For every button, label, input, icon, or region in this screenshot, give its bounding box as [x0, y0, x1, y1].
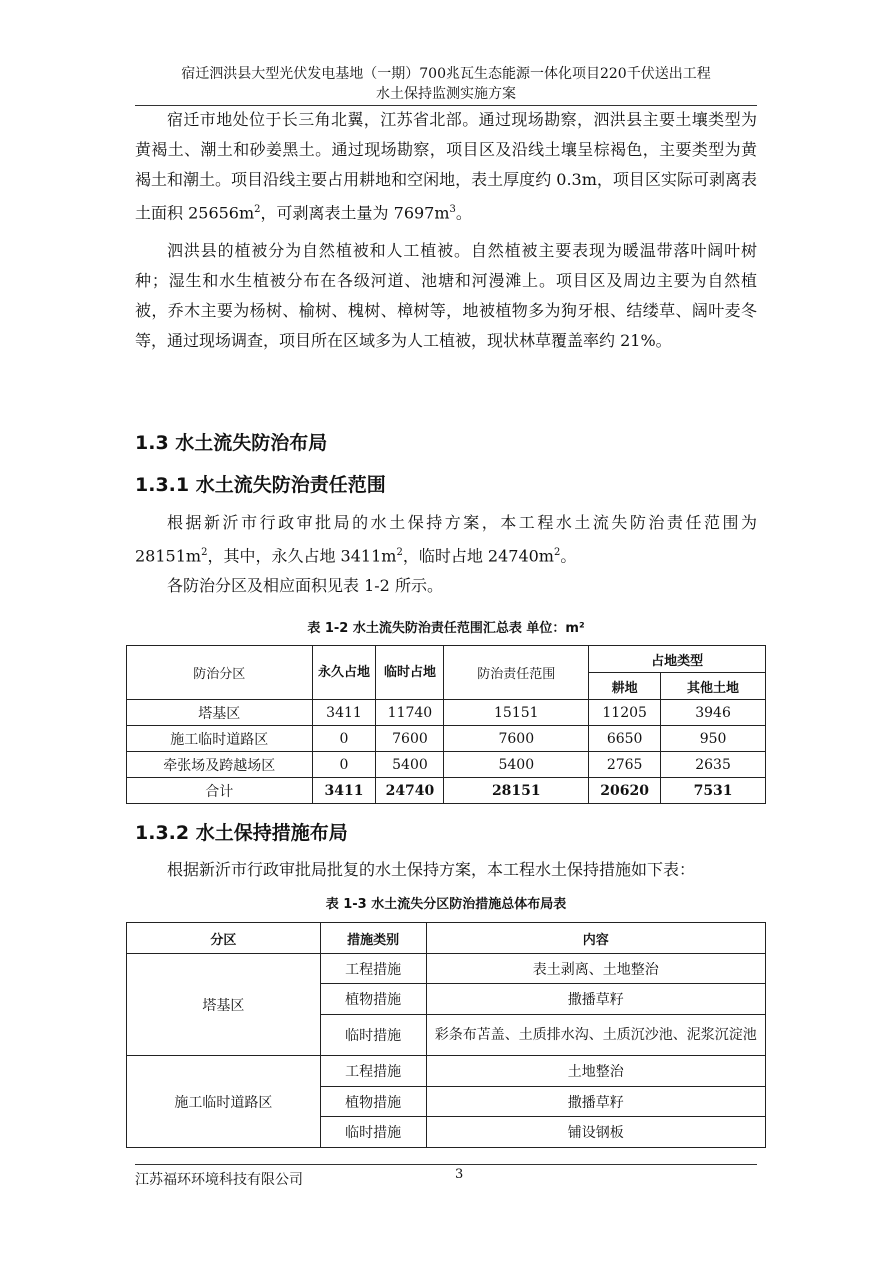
doc-header-subtitle: 水土保持监测实施方案	[376, 86, 516, 102]
intro-paragraph-vegetation: 泗洪县的植被分为自然植被和人工植被。自然植被主要表现为暖温带落叶阔叶树种；湿生和水生植被分布在各级河道、池塘和河漫滩上。项目区及周边主要为自然植被，乔木主要为杨树、榆树、槐树、樟树等，地被植物多为狗牙根、结缕草、阔叶麦冬等，通过现场调查，项目所在区域多为人工植被，现状林草覆盖率约 21%。	[135, 241, 757, 351]
col-header-temporary: 临时占地	[376, 646, 444, 700]
col-header-content: 内容	[426, 923, 765, 954]
table-row: 临时措施 彩条布苫盖、土质排水沟、土质沉沙池、泥浆沉淀池	[127, 1015, 766, 1056]
footer-rule	[135, 1164, 757, 1165]
table-row: 植物措施 撒播草籽	[127, 984, 766, 1015]
col-header-zone: 分区	[127, 923, 321, 954]
col-header-measure-type: 措施类别	[320, 923, 426, 954]
col-header-other-land: 其他土地	[661, 673, 766, 700]
table-1-2-caption: 表 1-2 水土流失防治责任范围汇总表 单位：m²	[307, 621, 585, 636]
section-1-3-2-text	[135, 855, 757, 885]
table-row: 塔基区 3411 11740 15151 11205 3946	[127, 700, 766, 726]
section-1-3-2-heading: 1.3.2 水土保持措施布局	[135, 822, 348, 844]
table-1-3-caption: 表 1-3 水土流失分区防治措施总体布局表	[325, 897, 567, 912]
section-1-3-1-heading: 1.3.1 水土流失防治责任范围	[135, 474, 386, 496]
measures-intro-paragraph: 根据新沂市行政审批局批复的水土保持方案，本工程水土保持措施如下表：	[167, 860, 696, 879]
col-header-farmland: 耕地	[589, 673, 661, 700]
table-row: 植物措施 撒播草籽	[127, 1087, 766, 1117]
table-reference-paragraph: 各防治分区及相应面积见表 1-2 所示。	[167, 576, 443, 596]
table-row: 塔基区 工程措施 表土剥离、土地整治	[127, 954, 766, 984]
table-total-row: 合计 3411 24740 28151 20620 7531	[127, 778, 766, 804]
footer-company: 江苏福环环境科技有限公司	[135, 1172, 303, 1188]
col-header-permanent: 永久占地	[312, 646, 376, 700]
table-row: 牵张场及跨越场区 0 5400 5400 2765 2635	[127, 752, 766, 778]
col-header-zone: 防治分区	[127, 646, 313, 700]
table-row: 施工临时道路区 工程措施 土地整治	[127, 1056, 766, 1087]
table-row: 临时措施 铺设钢板	[127, 1117, 766, 1148]
responsibility-range-paragraph: 根据新沂市行政审批局的水土保持方案，本工程水土流失防治责任范围为 $28151m^2$，其中，永久占地 $3411m^2$，临时占地 $24740m^2$。	[135, 513, 757, 566]
col-header-landtype: 占地类型	[589, 646, 766, 673]
intro-text	[135, 105, 757, 356]
table-1-2	[126, 645, 766, 804]
page-number: 3	[455, 1167, 464, 1182]
intro-paragraph-soil: 宿迁市地处位于长三角北翼，江苏省北部。通过现场勘察，泗洪县主要土壤类型为黄褐土、潮土和砂姜黑土。通过现场勘察，项目区及沿线土壤呈棕褐色，主要类型为黄褐土和潮土。项目沿线主要占用耕地和空闲地，表土厚度约 0.3m，项目区实际可剥离表土面积 $25656m^2$，可剥离表土量为 $7697m^3$。	[135, 110, 757, 223]
section-1-3-1-text	[135, 508, 757, 601]
table-row: 施工临时道路区 0 7600 7600 6650 950	[127, 726, 766, 752]
doc-header-title: 宿迁泗洪县大型光伏发电基地（一期）700兆瓦生态能源一体化项目220千伏送出工程	[181, 66, 711, 82]
col-header-range: 防治责任范围	[444, 646, 589, 700]
table-1-3	[126, 922, 766, 1148]
section-1-3-heading: 1.3 水土流失防治布局	[135, 432, 328, 454]
